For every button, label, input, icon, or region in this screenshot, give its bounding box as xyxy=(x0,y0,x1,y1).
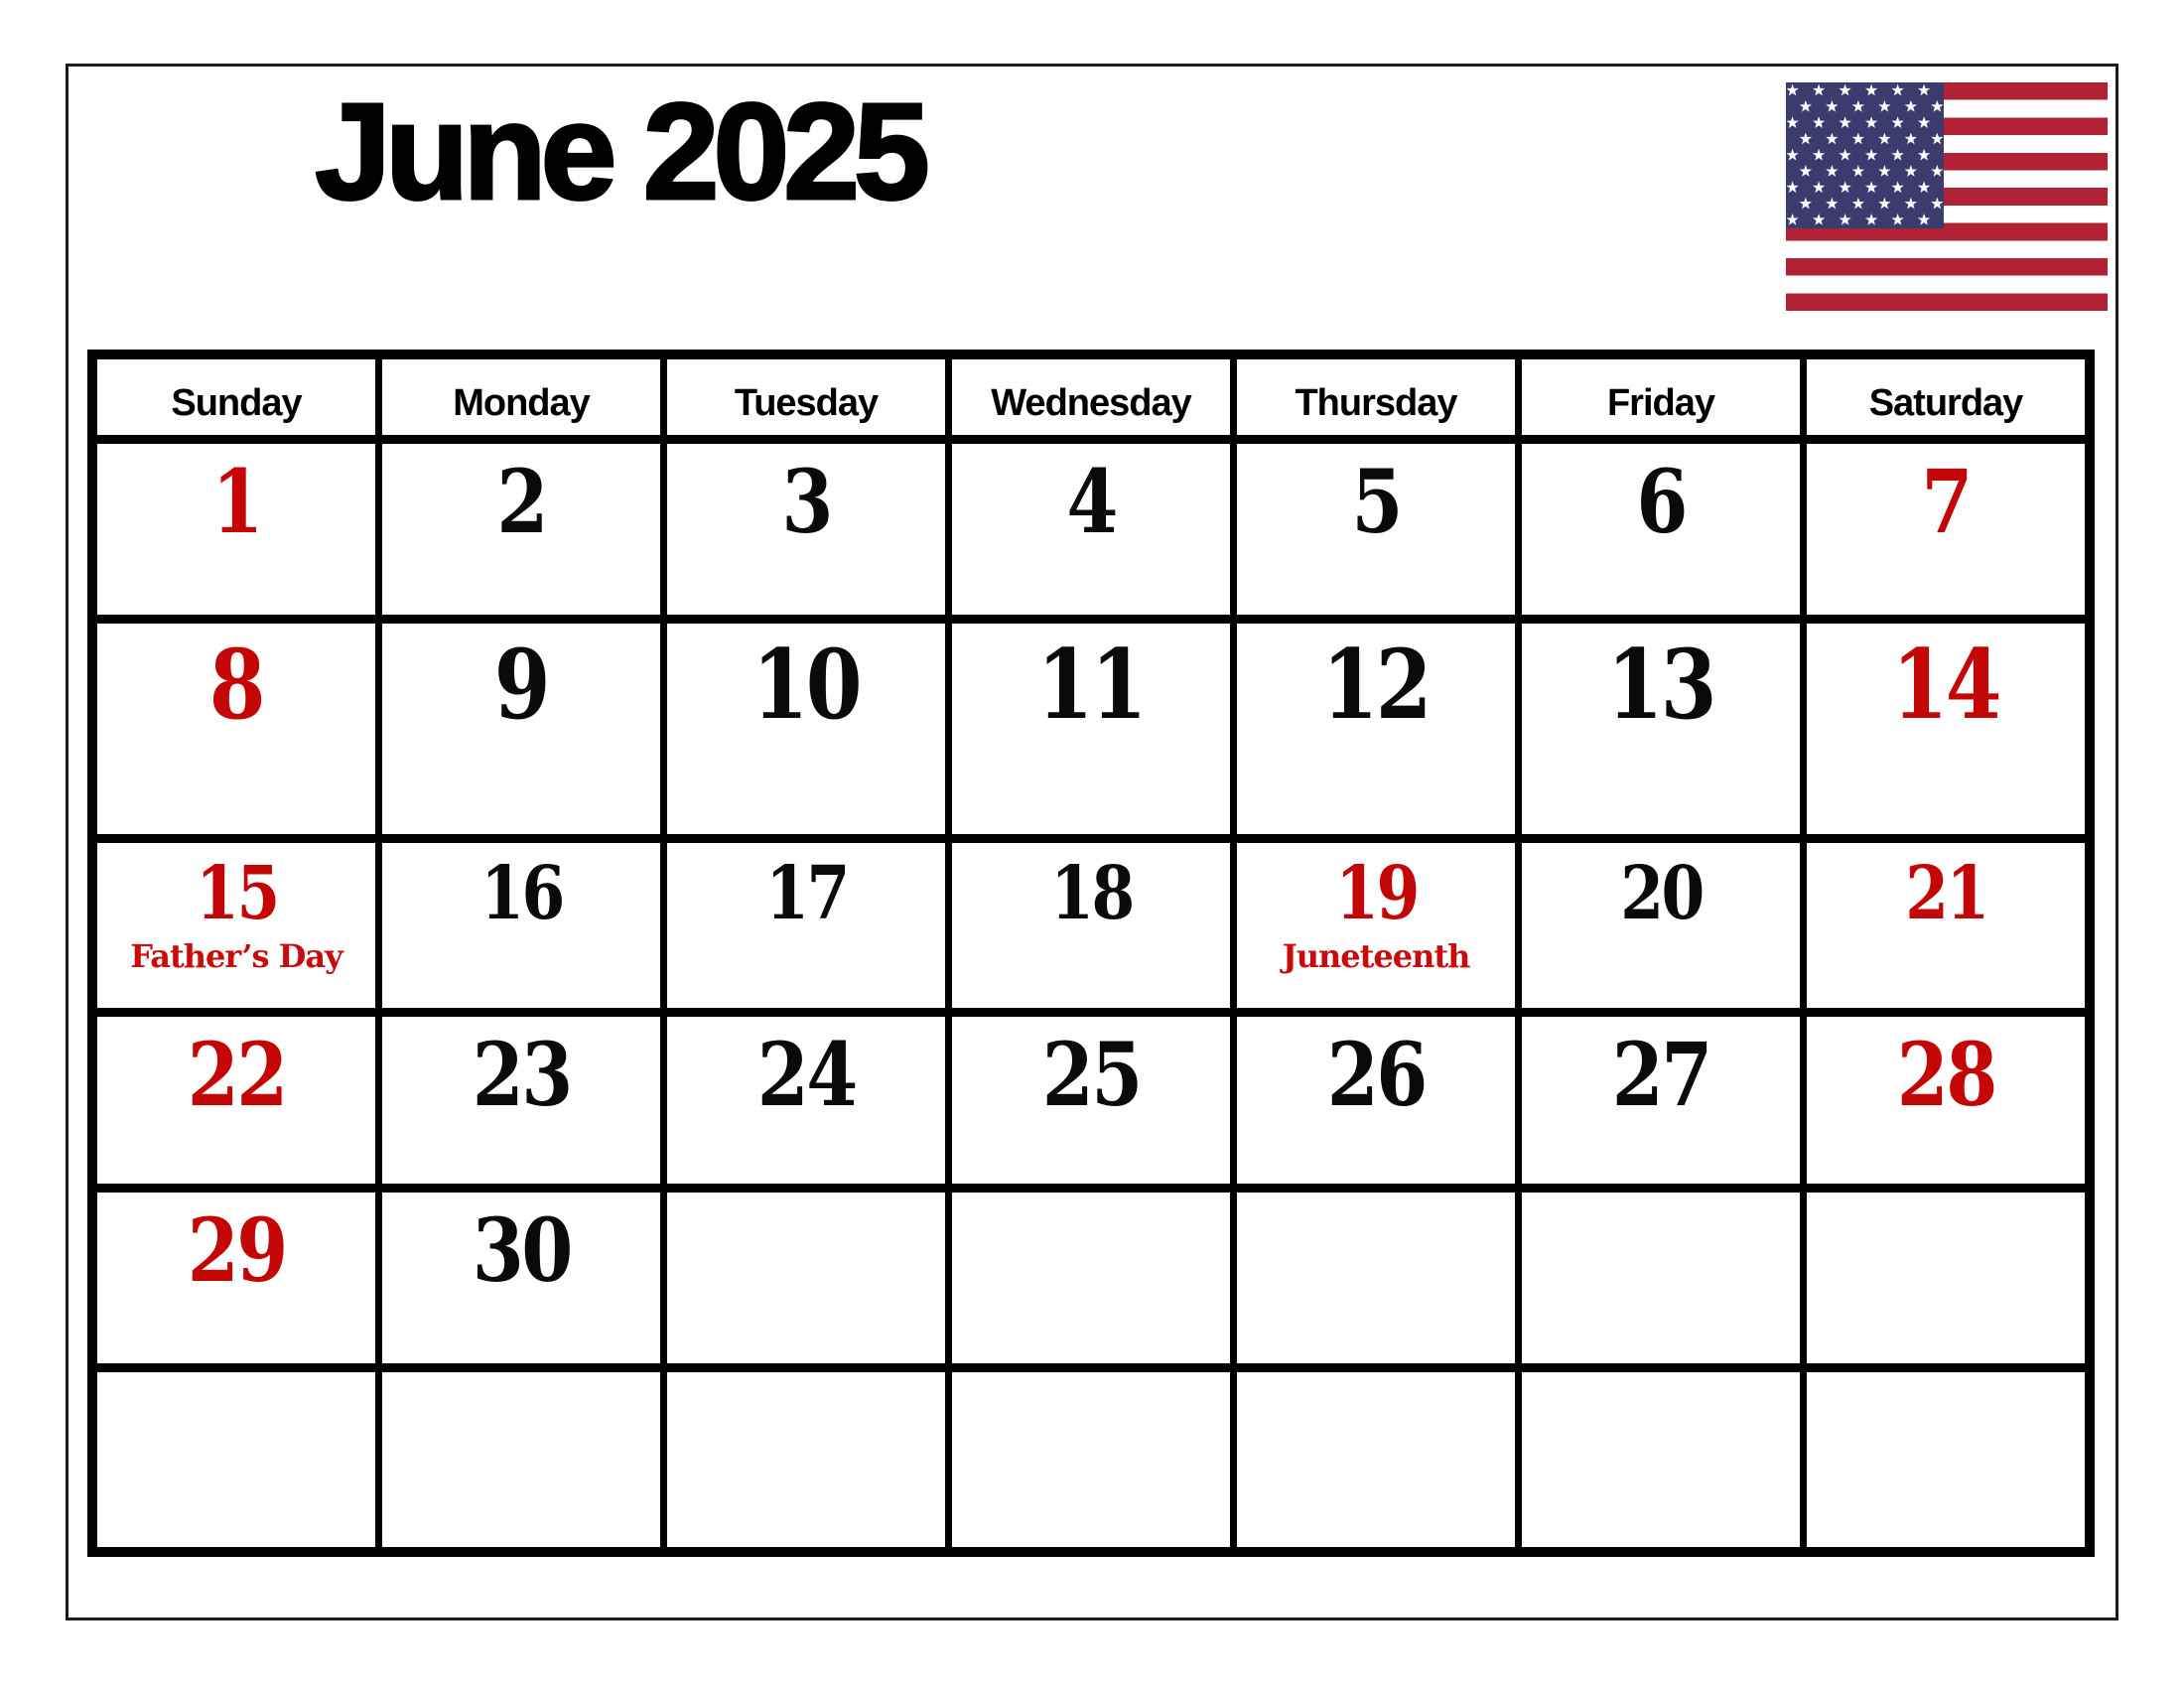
day-cell-13 xyxy=(1522,624,1800,834)
holiday-label-juneteenth: Juneteenth xyxy=(1282,937,1470,975)
day-number: 5 xyxy=(1351,450,1401,553)
day-number: 20 xyxy=(1619,851,1703,936)
day-number: 16 xyxy=(479,851,563,936)
day-number: 30 xyxy=(472,1198,571,1302)
day-cell-empty xyxy=(1522,1372,1800,1547)
weekday-header-friday: Friday xyxy=(1522,359,1800,435)
weekday-header-tuesday: Tuesday xyxy=(667,359,945,435)
day-number: 26 xyxy=(1326,1023,1426,1126)
day-cell-26 xyxy=(1237,1017,1515,1184)
day-number: 13 xyxy=(1606,629,1715,741)
day-cell-9 xyxy=(382,624,660,834)
day-cell-empty xyxy=(952,1372,1230,1547)
day-cell-2 xyxy=(382,444,660,615)
day-number: 3 xyxy=(781,450,831,553)
us-flag-icon xyxy=(1786,82,2108,311)
day-number: 19 xyxy=(1334,851,1418,936)
day-cell-15 xyxy=(97,843,375,1008)
day-cell-21 xyxy=(1807,843,2085,1008)
day-cell-3 xyxy=(667,444,945,615)
calendar-grid xyxy=(87,350,2095,1557)
day-cell-22 xyxy=(97,1017,375,1184)
day-cell-empty xyxy=(1237,1193,1515,1363)
day-number: 8 xyxy=(208,629,264,741)
day-number: 4 xyxy=(1066,450,1116,553)
day-cell-17 xyxy=(667,843,945,1008)
day-cell-16 xyxy=(382,843,660,1008)
day-cell-30 xyxy=(382,1193,660,1363)
day-cell-empty xyxy=(667,1193,945,1363)
day-number: 6 xyxy=(1636,450,1686,553)
day-cell-23 xyxy=(382,1017,660,1184)
day-number: 22 xyxy=(187,1023,286,1126)
weekday-header-saturday: Saturday xyxy=(1807,359,2085,435)
day-cell-empty xyxy=(1807,1372,2085,1547)
weekday-header-thursday: Thursday xyxy=(1237,359,1515,435)
day-number: 2 xyxy=(496,450,546,553)
day-number: 9 xyxy=(493,629,549,741)
day-cell-24 xyxy=(667,1017,945,1184)
day-cell-10 xyxy=(667,624,945,834)
day-number: 29 xyxy=(187,1198,286,1302)
day-cell-14 xyxy=(1807,624,2085,834)
day-cell-4 xyxy=(952,444,1230,615)
day-cell-12 xyxy=(1237,624,1515,834)
calendar-title: June 2025 xyxy=(315,75,924,228)
day-cell-6 xyxy=(1522,444,1800,615)
day-cell-empty xyxy=(1522,1193,1800,1363)
day-number: 12 xyxy=(1321,629,1431,741)
flag-canton xyxy=(1786,82,1944,228)
day-cell-empty xyxy=(1807,1193,2085,1363)
day-cell-18 xyxy=(952,843,1230,1008)
day-cell-empty xyxy=(952,1193,1230,1363)
day-number: 11 xyxy=(1036,629,1146,741)
day-number: 1 xyxy=(211,450,261,553)
day-cell-8 xyxy=(97,624,375,834)
day-number: 17 xyxy=(764,851,848,936)
weekday-header-sunday: Sunday xyxy=(97,359,375,435)
day-number: 15 xyxy=(195,851,278,936)
day-cell-25 xyxy=(952,1017,1230,1184)
day-cell-20 xyxy=(1522,843,1800,1008)
flag-stars xyxy=(1786,82,1944,228)
day-cell-5 xyxy=(1237,444,1515,615)
day-cell-1 xyxy=(97,444,375,615)
day-number: 10 xyxy=(751,629,861,741)
day-cell-28 xyxy=(1807,1017,2085,1184)
holiday-label-fathers-day: Father’s Day xyxy=(130,937,342,975)
day-number: 24 xyxy=(756,1023,856,1126)
day-cell-27 xyxy=(1522,1017,1800,1184)
day-cell-29 xyxy=(97,1193,375,1363)
day-number: 27 xyxy=(1611,1023,1710,1126)
day-number: 28 xyxy=(1896,1023,1995,1126)
day-number: 25 xyxy=(1041,1023,1141,1126)
day-number: 14 xyxy=(1891,629,2000,741)
day-number: 23 xyxy=(472,1023,571,1126)
day-number: 18 xyxy=(1049,851,1133,936)
day-cell-11 xyxy=(952,624,1230,834)
day-cell-7 xyxy=(1807,444,2085,615)
day-cell-empty xyxy=(667,1372,945,1547)
day-cell-empty xyxy=(1237,1372,1515,1547)
day-cell-19 xyxy=(1237,843,1515,1008)
day-cell-empty xyxy=(382,1372,660,1547)
weekday-header-wednesday: Wednesday xyxy=(952,359,1230,435)
day-cell-empty xyxy=(97,1372,375,1547)
day-number: 21 xyxy=(1904,851,1987,936)
day-number: 7 xyxy=(1921,450,1971,553)
weekday-header-monday: Monday xyxy=(382,359,660,435)
